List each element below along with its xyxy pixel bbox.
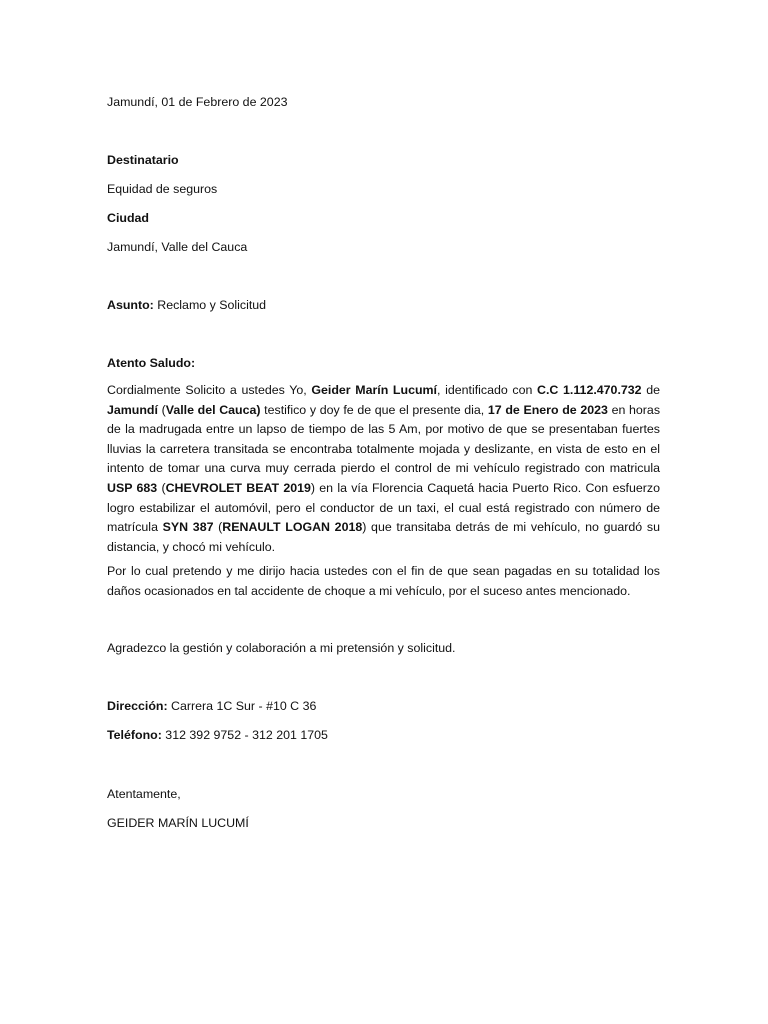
recipient-label: Destinatario <box>107 153 179 167</box>
vehicle-taxi: RENAULT LOGAN 2018 <box>222 520 363 535</box>
department-name: Valle del Cauca) <box>165 402 261 417</box>
greeting: Atento Saludo: <box>107 356 196 370</box>
p1-text: ) que transitaba detrás de mi vehículo, no guardó su distancia, y chocó mi vehículo. <box>107 520 660 554</box>
vehicle-own: CHEVROLET BEAT 2019 <box>165 480 311 495</box>
city-label: Ciudad <box>107 211 149 225</box>
address-line <box>107 698 316 714</box>
thanks-line: Agradezco la gestión y colaboración a mi pretensión y solicitud. <box>107 641 456 655</box>
phone-line <box>107 727 328 743</box>
recipient-name: Equidad de seguros <box>107 182 218 196</box>
p1-text: ( <box>157 480 166 495</box>
phone-value: 312 392 9752 - 312 201 1705 <box>165 728 328 742</box>
body-paragraph-2: Por lo cual pretendo y me dirijo hacia ustedes con el fin de que sean pagadas en su totalidad los daños ocasionados en tal accidente de choque a mi vehículo, por el suceso antes mencionado. <box>107 564 660 598</box>
p1-text: de <box>641 383 660 397</box>
address-label: Dirección: <box>107 699 168 713</box>
signature-name: GEIDER MARÍN LUCUMÍ <box>107 816 249 830</box>
id-number: C.C 1.112.470.732 <box>537 383 642 397</box>
p1-text: en horas de la madrugada entre un lapso de tiempo de las 5 Am, por motivo de que se presentaban fuertes lluvias la carretera transitada se encontraba totalmente mojada y deslizante, en vista de esto en el intento de tomar una curva muy cerrada pierdo el control de mi vehículo registrado con matricula <box>107 402 661 476</box>
p1-text: Cordialmente Solicito a ustedes Yo, <box>107 383 312 397</box>
address-value: Carrera 1C Sur - #10 C 36 <box>171 699 317 713</box>
subject-label: Asunto: <box>107 298 154 312</box>
p1-text: ( <box>213 520 223 535</box>
plate-taxi: SYN 387 <box>162 520 214 535</box>
plate-own: USP 683 <box>107 480 158 495</box>
phone-label: Teléfono: <box>107 728 162 742</box>
sender-name: Geider Marín Lucumí <box>311 383 437 397</box>
body-paragraph-1 <box>107 381 660 557</box>
subject-line <box>107 297 266 313</box>
p1-text: ( <box>157 402 166 417</box>
date-line: Jamundí, 01 de Febrero de 2023 <box>107 95 288 109</box>
city-name: Jamundí <box>107 402 158 417</box>
subject-text: Reclamo y Solicitud <box>157 298 267 312</box>
p1-text: testifico y doy fe de que el presente dia, <box>260 402 488 417</box>
city-value: Jamundí, Valle del Cauca <box>107 240 248 254</box>
incident-date: 17 de Enero de 2023 <box>487 402 608 417</box>
p1-text: , identificado con <box>437 383 538 397</box>
closing: Atentamente, <box>107 787 181 801</box>
p1-text: ) en la vía Florencia Caquetá hacia Puerto Rico. Con esfuerzo logro estabilizar el automóvil, pero el conductor de un taxi, el cual está registrado con número de matrícula <box>107 480 660 535</box>
